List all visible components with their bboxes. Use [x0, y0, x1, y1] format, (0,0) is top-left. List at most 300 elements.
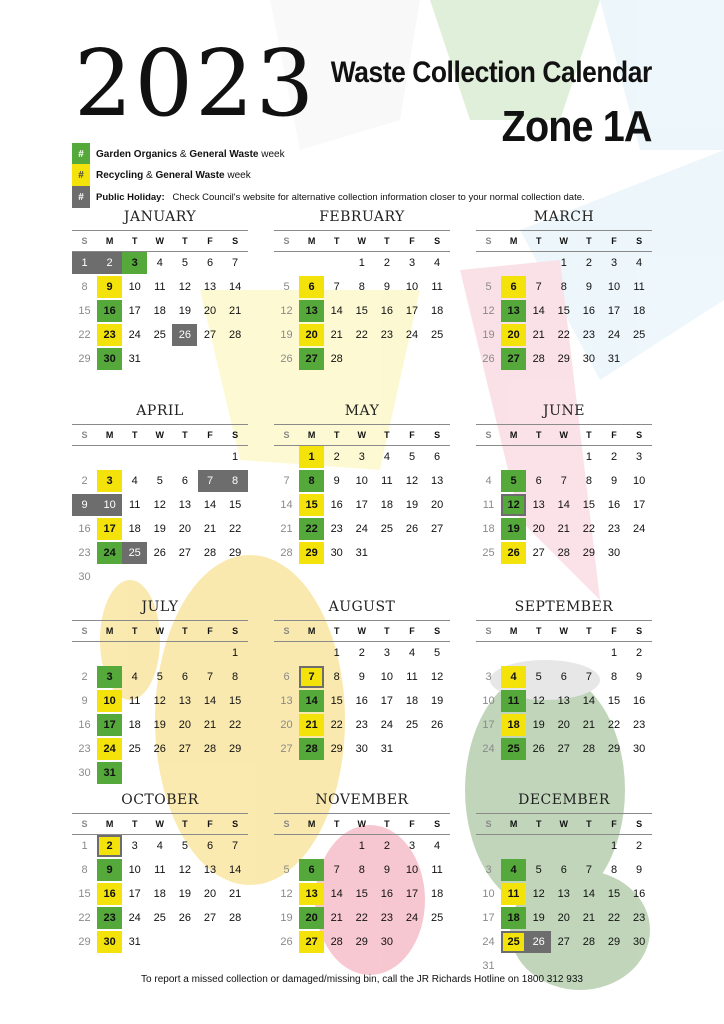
day-number: 20: [305, 329, 318, 341]
weekday-label: W: [559, 430, 569, 440]
day-cell: [198, 518, 223, 540]
day-number: 15: [355, 305, 368, 317]
day-number: 26: [280, 936, 293, 948]
day-cell: [551, 348, 576, 370]
day-number: 16: [380, 305, 394, 317]
day-cell: [526, 348, 551, 370]
day-number: 24: [355, 523, 368, 535]
day-number: 11: [128, 695, 141, 707]
day-cell: [476, 690, 501, 712]
day-number: 14: [582, 888, 596, 900]
day-number: 12: [507, 499, 520, 511]
day-cell: [223, 738, 248, 760]
weekday-label: T: [333, 819, 340, 829]
day-number: 29: [78, 353, 91, 365]
day-cell: [374, 883, 399, 905]
day-number: 4: [156, 257, 163, 269]
day-cell: [72, 859, 97, 881]
day-number: 1: [81, 840, 88, 852]
day-cell: [122, 470, 147, 492]
day-number: 17: [482, 912, 495, 924]
weekday-label: T: [131, 430, 138, 440]
day-cell: [198, 907, 223, 929]
day-number: 2: [383, 257, 390, 269]
day-cell: [198, 690, 223, 712]
day-cell: [501, 714, 526, 736]
day-number: 14: [280, 499, 293, 511]
day-cell: [324, 642, 349, 664]
day-cell: [324, 907, 349, 929]
day-cell: [576, 883, 601, 905]
day-number: 22: [330, 719, 343, 731]
day-number: 17: [380, 695, 394, 707]
day-cell: [299, 542, 324, 564]
day-cell: [576, 666, 601, 688]
month-title: NOVEMBER: [315, 792, 409, 808]
day-cell: [349, 494, 374, 516]
day-cell: [72, 324, 97, 346]
day-number: 13: [178, 695, 192, 707]
day-cell: [198, 470, 223, 492]
day-number: 6: [206, 840, 214, 852]
day-cell: [324, 859, 349, 881]
day-number: 3: [485, 671, 492, 683]
day-cell: [122, 348, 147, 370]
day-cell: [274, 300, 299, 322]
day-number: 7: [232, 257, 239, 269]
day-number: 30: [632, 743, 646, 755]
day-number: 27: [178, 743, 192, 755]
day-cell: [425, 859, 450, 881]
day-cell: [526, 690, 551, 712]
day-cell: [602, 907, 627, 929]
day-cell: [324, 931, 349, 953]
day-cell: [97, 276, 122, 298]
day-cell: [551, 494, 576, 516]
day-number: 10: [482, 695, 495, 707]
day-number: 5: [156, 475, 163, 487]
day-number: 8: [81, 864, 88, 876]
day-cell: [172, 324, 197, 346]
day-number: 7: [535, 281, 542, 293]
day-number: 31: [380, 743, 394, 755]
day-number: 3: [358, 451, 365, 463]
day-number: 4: [156, 840, 163, 852]
day-cell: [172, 300, 197, 322]
day-cell: [274, 666, 299, 688]
weekday-header: [72, 424, 248, 446]
day-cell: [349, 324, 374, 346]
day-cell: [122, 714, 147, 736]
day-number: 30: [103, 936, 116, 948]
day-number: 19: [178, 888, 192, 900]
weekday-label: S: [81, 236, 88, 246]
day-number: 20: [532, 523, 545, 535]
day-cell: [602, 300, 627, 322]
day-number: 5: [156, 671, 163, 683]
day-number: 4: [131, 671, 138, 683]
day-number: 8: [232, 671, 239, 683]
day-cell: [526, 324, 551, 346]
weekday-label: T: [535, 626, 542, 636]
day-cell: [223, 642, 248, 664]
weekday-label: T: [535, 236, 542, 246]
day-cell: [576, 470, 601, 492]
day-cell: [526, 666, 551, 688]
day-cell: [299, 324, 324, 346]
day-cell: [349, 642, 374, 664]
day-cell: [324, 446, 349, 468]
day-number: 7: [585, 671, 592, 683]
day-cell: [198, 542, 223, 564]
day-number: 23: [355, 719, 368, 731]
day-cell: [223, 252, 248, 274]
day-cell: [627, 714, 652, 736]
day-cell: [147, 494, 172, 516]
day-number: 24: [128, 912, 141, 924]
day-cell: [627, 859, 652, 881]
day-number: 2: [106, 840, 113, 852]
day-number: 27: [203, 912, 217, 924]
day-number: 27: [305, 936, 318, 948]
weekday-label: W: [357, 819, 367, 829]
day-number: 17: [103, 523, 116, 535]
day-cell: [551, 931, 576, 953]
day-number: 28: [330, 353, 343, 365]
day-number: 7: [206, 475, 214, 487]
day-cell: [400, 276, 425, 298]
day-number: 17: [482, 719, 495, 731]
weekday-label: T: [182, 626, 188, 636]
day-number: 28: [280, 547, 293, 559]
day-cell: [627, 931, 652, 953]
day-cell: [122, 835, 147, 857]
day-cell: [97, 494, 122, 516]
day-cell: [274, 470, 299, 492]
day-number: 8: [358, 281, 365, 293]
day-number: 26: [405, 523, 419, 535]
legend-note: Check Council's website for alternative collection information closer to your normal collection date.: [164, 191, 585, 203]
day-cell: [374, 666, 399, 688]
day-cell: [349, 859, 374, 881]
day-cell: [425, 300, 450, 322]
month-january: [72, 208, 248, 365]
day-cell: [122, 252, 147, 274]
day-cell: [324, 494, 349, 516]
day-cell: [299, 276, 324, 298]
weekday-label: T: [586, 430, 592, 440]
day-number: 16: [78, 719, 91, 731]
day-cell: [324, 348, 349, 370]
day-cell: [223, 835, 248, 857]
day-number: 13: [430, 475, 444, 487]
day-cell: [172, 907, 197, 929]
day-cell: [627, 835, 652, 857]
day-cell: [274, 518, 299, 540]
day-number: 20: [203, 305, 217, 317]
day-cell: [97, 542, 122, 564]
day-number: 29: [228, 547, 242, 559]
day-number: 15: [355, 888, 368, 900]
day-cell: [72, 714, 97, 736]
day-number: 5: [535, 864, 542, 876]
day-cell: [223, 542, 248, 564]
day-number: 19: [178, 305, 192, 317]
day-number: 22: [228, 719, 242, 731]
day-cell: [324, 518, 349, 540]
day-cell: [324, 738, 349, 760]
weekday-label: F: [207, 626, 213, 636]
day-cell: [374, 252, 399, 274]
day-number: 24: [128, 329, 141, 341]
day-cell: [147, 252, 172, 274]
day-cell: [274, 714, 299, 736]
weekday-header: [274, 813, 450, 835]
day-number: 29: [557, 353, 570, 365]
day-cell: [324, 276, 349, 298]
day-cell: [576, 714, 601, 736]
day-number: 25: [405, 719, 419, 731]
day-number: 1: [81, 257, 88, 269]
day-cell: [198, 300, 223, 322]
weekday-label: S: [81, 430, 88, 440]
day-number: 11: [482, 499, 495, 511]
day-number: 12: [153, 695, 166, 707]
day-cell: [72, 762, 97, 784]
day-cell: [299, 348, 324, 370]
day-cell: [551, 907, 576, 929]
weekday-label: M: [105, 430, 114, 440]
day-number: 16: [607, 499, 621, 511]
day-cell: [602, 666, 627, 688]
day-cell: [602, 446, 627, 468]
day-number: 25: [153, 912, 166, 924]
day-cell: [223, 300, 248, 322]
day-cell: [425, 276, 450, 298]
day-cell: [576, 907, 601, 929]
day-cell: [602, 494, 627, 516]
weekday-header: [72, 813, 248, 835]
day-cell: [400, 690, 425, 712]
weekday-label: F: [207, 236, 213, 246]
day-number: 18: [430, 305, 444, 317]
day-cell: [72, 690, 97, 712]
day-number: 28: [203, 547, 217, 559]
day-number: 12: [280, 305, 293, 317]
day-number: 25: [380, 523, 394, 535]
day-cell: [374, 642, 399, 664]
day-cell: [551, 470, 576, 492]
day-number: 28: [203, 743, 217, 755]
day-number: 13: [203, 864, 217, 876]
day-cell: [223, 859, 248, 881]
day-number: 2: [585, 257, 592, 269]
legend-recycling: # Recycling & General Waste week: [72, 164, 251, 186]
day-cell: [627, 907, 652, 929]
day-number: 29: [305, 547, 318, 559]
day-number: 21: [228, 305, 242, 317]
day-number: 23: [607, 523, 621, 535]
day-number: 25: [632, 329, 646, 341]
month-title: FEBRUARY: [319, 209, 405, 225]
day-number: 5: [181, 840, 188, 852]
day-cell: [425, 470, 450, 492]
legend-label: Recycling: [96, 169, 144, 181]
day-number: 5: [485, 281, 492, 293]
day-number: 29: [355, 936, 368, 948]
day-number: 26: [153, 743, 166, 755]
day-number: 24: [103, 547, 116, 559]
weekday-label: T: [586, 626, 592, 636]
day-number: 19: [482, 329, 495, 341]
day-number: 3: [383, 647, 390, 659]
day-number: 19: [405, 499, 419, 511]
month-december: [476, 791, 652, 972]
day-cell: [97, 907, 122, 929]
day-number: 13: [178, 499, 192, 511]
day-cell: [349, 883, 374, 905]
day-number: 21: [532, 329, 545, 341]
day-cell: [400, 300, 425, 322]
day-cell: [501, 666, 526, 688]
day-cell: [324, 470, 349, 492]
weekday-label: S: [636, 236, 643, 246]
day-cell: [374, 518, 399, 540]
day-cell: [476, 738, 501, 760]
day-number: 13: [507, 305, 520, 317]
day-number: 27: [557, 936, 570, 948]
day-number: 2: [81, 671, 88, 683]
day-number: 19: [532, 912, 545, 924]
day-cell: [602, 835, 627, 857]
day-cell: [147, 859, 172, 881]
day-number: 25: [128, 743, 141, 755]
weekday-label: S: [81, 626, 88, 636]
day-cell: [425, 494, 450, 516]
day-cell: [122, 666, 147, 688]
weekday-header: [274, 424, 450, 446]
day-cell: [551, 300, 576, 322]
day-number: 28: [305, 743, 318, 755]
day-cell: [324, 324, 349, 346]
day-number: 23: [103, 329, 116, 341]
month-september: [476, 598, 652, 755]
zone-title: Zone 1A: [502, 102, 652, 151]
day-cell: [374, 494, 399, 516]
day-cell: [97, 324, 122, 346]
day-cell: [97, 690, 122, 712]
day-cell: [349, 835, 374, 857]
day-number: 11: [154, 864, 166, 876]
day-number: 13: [280, 695, 293, 707]
day-number: 18: [405, 695, 419, 707]
day-cell: [627, 738, 652, 760]
day-cell: [223, 494, 248, 516]
day-cell: [198, 494, 223, 516]
weekday-label: S: [81, 819, 88, 829]
day-cell: [274, 494, 299, 516]
day-number: 24: [103, 743, 116, 755]
day-number: 14: [330, 888, 343, 900]
day-cell: [576, 859, 601, 881]
day-number: 9: [383, 281, 390, 293]
day-number: 31: [128, 353, 141, 365]
day-number: 27: [178, 547, 192, 559]
day-number: 9: [383, 864, 390, 876]
day-number: 9: [636, 864, 643, 876]
day-number: 4: [131, 475, 138, 487]
day-cell: [551, 542, 576, 564]
day-number: 24: [632, 523, 646, 535]
day-cell: [274, 859, 299, 881]
day-cell: [501, 276, 526, 298]
weekday-label: F: [611, 626, 617, 636]
day-number: 5: [408, 451, 416, 463]
day-cell: [299, 300, 324, 322]
day-cell: [501, 518, 526, 540]
day-number: 13: [305, 888, 318, 900]
year-title: 2023: [74, 30, 317, 137]
day-number: 9: [81, 695, 88, 707]
day-number: 19: [153, 523, 166, 535]
day-cell: [501, 324, 526, 346]
day-number: 7: [560, 475, 567, 487]
day-number: 4: [383, 451, 390, 463]
day-cell: [374, 931, 399, 953]
day-cell: [299, 859, 324, 881]
day-number: 15: [305, 499, 318, 511]
day-cell: [374, 714, 399, 736]
day-number: 23: [78, 743, 91, 755]
day-cell: [223, 518, 248, 540]
day-number: 27: [203, 329, 217, 341]
month-title: OCTOBER: [121, 792, 199, 808]
day-number: 7: [333, 281, 340, 293]
day-number: 25: [128, 547, 141, 559]
day-cell: [299, 690, 324, 712]
day-cell: [72, 252, 97, 274]
day-cell: [122, 494, 147, 516]
weekday-label: W: [559, 819, 569, 829]
day-cell: [97, 859, 122, 881]
day-number: 14: [330, 305, 343, 317]
day-cell: [274, 907, 299, 929]
day-number: 8: [610, 864, 618, 876]
day-number: 27: [557, 743, 570, 755]
day-cell: [97, 714, 122, 736]
day-number: 12: [178, 281, 192, 293]
day-number: 6: [434, 451, 441, 463]
day-cell: [122, 907, 147, 929]
day-cell: [147, 883, 172, 905]
day-number: 15: [78, 305, 91, 317]
weekday-label: S: [485, 626, 492, 636]
day-cell: [299, 907, 324, 929]
weekday-label: S: [283, 819, 290, 829]
day-number: 13: [532, 499, 545, 511]
day-cell: [97, 835, 122, 857]
day-number: 26: [532, 936, 545, 948]
day-number: 22: [557, 329, 570, 341]
day-cell: [299, 931, 324, 953]
day-cell: [122, 859, 147, 881]
day-number: 20: [430, 499, 444, 511]
day-number: 9: [585, 281, 592, 293]
day-cell: [400, 252, 425, 274]
day-cell: [299, 714, 324, 736]
day-number: 26: [532, 743, 545, 755]
day-number: 11: [128, 499, 141, 511]
